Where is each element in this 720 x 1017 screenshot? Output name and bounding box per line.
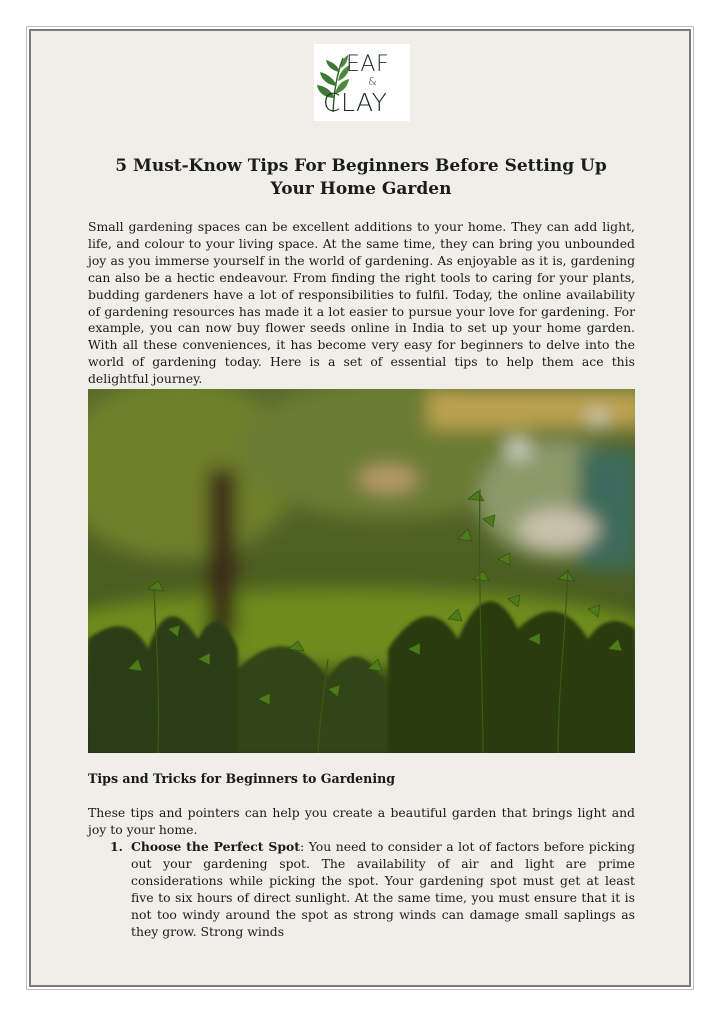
section-heading: Tips and Tricks for Beginners to Gardening (88, 771, 396, 786)
intro-paragraph: Small gardening spaces can be excellent additions to your home. They can add light, life, and colour to your living space. At the same time, they can bring you unbounded joy as you immerse yourself in the world of gardening. As enjoyable as it is, gardening can also be a hectic endeavour. From finding the right tools to caring for your plants, budding gardeners have a lot of responsibilities to fulfil. Today, the online availability of gardening resources has made it a lot easier to pursue your love for gardening. For example, you can now buy flower seeds online in India to set up your home garden. With all these conveniences, it has become very easy for beginners to delve into the world of gardening today. Here is a set of essential tips to help them ace this delightful journey. (88, 219, 635, 387)
list-item (88, 839, 635, 940)
list-item-number: 1. (110, 839, 123, 854)
brand-logo (314, 44, 410, 121)
document-page (29, 29, 691, 987)
list-item-text: : You need to consider a lot of factors before picking out your gardening spot. The availability of air and light are prime considerations while picking the spot. Your gardening spot must get at least five to six hours of direct sunlight. At the same time, you must ensure that it is not too windy around the spot as strong winds can damage small saplings as they grow. Strong winds (131, 839, 635, 939)
logo-word-clay: CLAY (323, 88, 388, 117)
logo-ampersand: & (368, 75, 377, 88)
list-item-term: Choose the Perfect Spot (131, 839, 301, 854)
logo-word-leaf: EAF (346, 52, 390, 77)
garden-photo (88, 389, 635, 753)
tips-list (88, 839, 635, 940)
section-lead-paragraph: These tips and pointers can help you create a beautiful garden that brings light and joy to your home. (88, 805, 635, 837)
article-title: 5 Must-Know Tips For Beginners Before Setting Up Your Home Garden (115, 156, 607, 199)
